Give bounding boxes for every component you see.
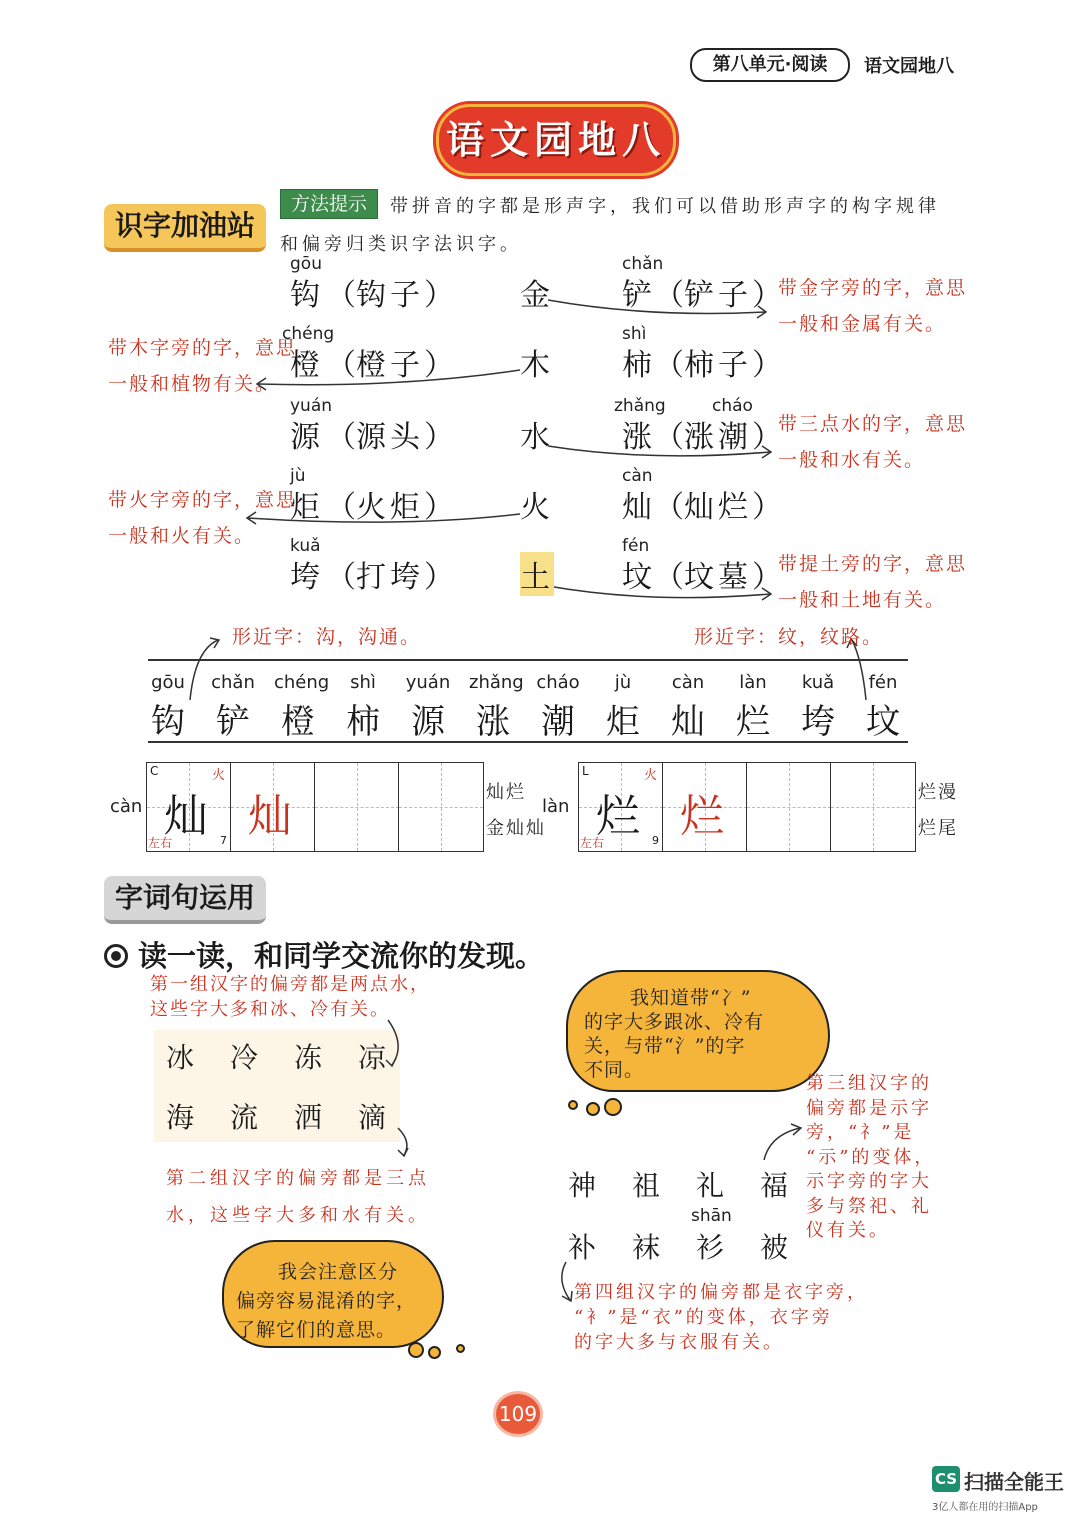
note-shui-line: 一般和水有关。 — [778, 449, 926, 471]
row-left-word: 火炬 — [356, 490, 424, 525]
row-right-paren: （ — [654, 490, 688, 525]
row-left-paren: ） — [424, 348, 458, 383]
writing-strokes: 9 — [652, 834, 659, 847]
section-label-text: 识字加油站 — [114, 209, 255, 242]
row-left-paren: （ — [326, 560, 360, 595]
note-mu-line: 带木字旁的字，意思 — [108, 337, 298, 359]
strip-pinyin: zhǎng — [469, 672, 524, 693]
tip-text-line2: 和偏旁归类识字法识字。 — [280, 234, 522, 255]
bubble-1-dot — [604, 1098, 622, 1116]
bubble-1-line: 我知道带“冫” — [630, 987, 752, 1009]
row-right-paren: （ — [654, 420, 688, 455]
note-shui-line: 带三点水的字，意思 — [778, 413, 968, 435]
group-b-char: 袜 — [632, 1231, 661, 1264]
group-a-char: 滴 — [358, 1101, 387, 1134]
strip-pinyin: làn — [739, 672, 767, 693]
note-group2-line: 第二组汉字的偏旁都是三点 — [166, 1168, 430, 1189]
note-group1-line: 这些字大多和冰、冷有关。 — [150, 999, 390, 1020]
writing-strokes: 7 — [220, 834, 227, 847]
row-left-char: 橙 — [290, 348, 324, 383]
note-group3-line: 旁，“礻”是 — [806, 1122, 915, 1143]
instruction-text: 读一读，和同学交流你的发现。 — [138, 939, 545, 973]
strip-pinyin: fén — [868, 672, 898, 693]
writing-pinyin: làn — [542, 796, 570, 817]
page-number: 109 — [496, 1394, 540, 1434]
section-label-text: 字词句运用 — [114, 881, 255, 914]
writing-word: 烂漫 — [918, 782, 958, 803]
writing-struct: 左右 — [580, 836, 605, 850]
row-right-pinyin: shì — [622, 324, 647, 344]
row-left-word: 钩子 — [356, 278, 424, 313]
note-group1-line: 第一组汉字的偏旁都是两点水， — [150, 974, 430, 995]
row-right-word: 灿烂 — [684, 490, 752, 525]
row-left-pinyin: gōu — [290, 254, 322, 274]
writing-radical: 火 — [212, 768, 226, 783]
section-header: 语文园地八 — [864, 56, 954, 77]
row-left-char: 炬 — [290, 490, 324, 525]
writing-char-trace: 烂 — [680, 791, 724, 842]
row-right-pinyin: chǎn — [622, 254, 664, 274]
bubble-2-line: 了解它们的意思。 — [236, 1319, 397, 1341]
group-b-char: 衫 — [696, 1231, 725, 1264]
strip-char: 垮 — [801, 702, 835, 742]
row-right-char: 涨 — [622, 420, 656, 455]
note-jin-line: 一般和金属有关。 — [778, 313, 947, 335]
strip-pinyin: cháo — [536, 672, 580, 693]
row-right-word: 涨潮 — [684, 420, 752, 455]
strip-char: 灿 — [671, 702, 705, 742]
row-left-pinyin: chéng — [282, 324, 335, 344]
note-group3-line: 第三组汉字的 — [806, 1073, 932, 1094]
note-similar-right: 形近字：纹，纹路。 — [694, 626, 884, 648]
writing-char-model: 烂 — [596, 791, 640, 842]
row-left-paren: （ — [326, 278, 360, 313]
strip-char: 钩 — [151, 702, 185, 742]
row-right-word: 铲子 — [684, 278, 752, 313]
strip-pinyin: gōu — [151, 672, 185, 693]
row-left-pinyin: kuǎ — [290, 536, 321, 556]
note-huo-line: 一般和火有关。 — [108, 525, 256, 547]
strip-char: 潮 — [541, 702, 575, 742]
row-left-char: 垮 — [290, 560, 324, 595]
row-radical: 金 — [520, 278, 554, 313]
note-group4-line: 的字大多与衣服有关。 — [574, 1332, 784, 1353]
writing-letter: C — [150, 764, 159, 778]
row-right-pinyin: zhǎng — [614, 396, 666, 416]
row-right-char: 坟 — [622, 560, 656, 595]
row-right-paren: （ — [654, 278, 688, 313]
pinyin-shan: shān — [691, 1206, 732, 1226]
writing-letter: L — [582, 764, 589, 778]
row-right-paren: （ — [654, 348, 688, 383]
writing-char-trace: 灿 — [248, 791, 292, 842]
row-right-word: 柿子 — [684, 348, 752, 383]
note-group3 — [806, 1072, 935, 1244]
row-right-char: 灿 — [622, 490, 656, 525]
strip-pinyin: càn — [671, 672, 705, 693]
note-tu-line: 一般和土地有关。 — [778, 589, 947, 611]
group-a-char: 冻 — [294, 1041, 323, 1074]
note-group4-line: 第四组汉字的偏旁都是衣字旁， — [574, 1282, 868, 1303]
note-huo-line: 带火字旁的字，意思 — [108, 489, 298, 511]
bubble-2-line: 偏旁容易混淆的字， — [236, 1290, 417, 1312]
row-radical: 水 — [520, 420, 554, 455]
note-jin-line: 带金字旁的字，意思 — [778, 277, 968, 299]
unit-badge: 第八单元·阅读 — [690, 48, 850, 82]
row-right-pinyin: càn — [622, 466, 653, 486]
row-right-paren: ） — [752, 420, 786, 455]
row-left-char: 源 — [290, 420, 324, 455]
group-a-char: 冰 — [166, 1041, 195, 1074]
row-left-paren: （ — [326, 420, 360, 455]
bubble-2-text — [236, 1258, 416, 1345]
watermark-name: 扫描全能王 — [964, 1470, 1064, 1494]
note-group3-line: 仪有关。 — [806, 1220, 890, 1241]
strip-pinyin: chǎn — [211, 672, 255, 693]
strip-char: 坟 — [866, 702, 900, 742]
bubble-1-line: 的字大多跟冰、冷有 — [584, 1011, 765, 1033]
writing-word: 烂尾 — [918, 818, 958, 839]
strip-char: 柿 — [346, 702, 380, 742]
tip-text-line1: 带拼音的字都是形声字，我们可以借助形声字的构字规律 — [390, 196, 940, 217]
row-right-paren: ） — [752, 278, 786, 313]
bubble-1-line: 不同。 — [584, 1059, 645, 1081]
group-b-char: 礼 — [696, 1169, 725, 1202]
row-right-char: 柿 — [622, 348, 656, 383]
group-b-char: 祖 — [632, 1169, 661, 1202]
note-group3-line: 多与祭祀、礼 — [806, 1195, 932, 1217]
row-right-pinyin-2: cháo — [712, 396, 753, 416]
row-right-paren: ） — [752, 560, 786, 595]
note-group2-line: 水，这些字大多和水有关。 — [166, 1205, 430, 1226]
group-b-char: 被 — [760, 1231, 789, 1264]
row-left-word: 橙子 — [356, 348, 424, 383]
tip-tag: 方法提示 — [280, 189, 378, 219]
row-left-paren: ） — [424, 420, 458, 455]
group-a-char: 流 — [230, 1101, 259, 1134]
strip-char: 烂 — [736, 702, 770, 742]
bubble-2-dot — [456, 1344, 465, 1353]
writing-struct: 左右 — [148, 836, 173, 850]
writing-char-model: 灿 — [164, 791, 208, 842]
row-left-paren: ） — [424, 560, 458, 595]
strip-pinyin: shì — [350, 672, 376, 693]
group-b-char: 补 — [568, 1231, 597, 1264]
row-left-paren: （ — [326, 348, 360, 383]
note-group3-line: 偏旁都是示字 — [806, 1097, 932, 1119]
strip-char: 涨 — [476, 702, 510, 742]
row-radical: 土 — [520, 552, 554, 596]
strip-pinyin: kuǎ — [801, 672, 835, 693]
row-left-word: 源头 — [356, 420, 424, 455]
row-left-paren: ） — [424, 490, 458, 525]
group-a-char: 海 — [166, 1101, 195, 1134]
writing-radical: 火 — [644, 768, 658, 783]
row-left-char: 钩 — [290, 278, 324, 313]
group-b-char: 福 — [760, 1169, 789, 1202]
strip-pinyin: chéng — [274, 672, 330, 693]
note-mu-line: 一般和植物有关。 — [108, 373, 277, 395]
page-title: 语文园地八 — [445, 118, 666, 162]
row-right-paren: ） — [752, 490, 786, 525]
strip-char: 炬 — [606, 702, 640, 742]
row-left-paren: ） — [424, 278, 458, 313]
bubble-1-text — [584, 986, 764, 1082]
bubble-2-dot — [428, 1346, 441, 1359]
note-group3-line: 示字旁的字大 — [806, 1171, 932, 1192]
bubble-2-line: 我会注意区分 — [278, 1261, 399, 1283]
group-a-char: 凉 — [358, 1041, 387, 1074]
writing-pinyin: càn — [110, 796, 143, 817]
note-similar-left: 形近字：沟，沟通。 — [232, 626, 422, 648]
group-b-char: 神 — [568, 1169, 597, 1202]
strip-char: 铲 — [216, 702, 250, 742]
row-right-paren: ） — [752, 348, 786, 383]
note-group3-line: “示”的变体， — [806, 1146, 936, 1168]
watermark-badge: CS — [932, 1466, 960, 1492]
row-left-word: 打垮 — [356, 560, 424, 595]
group-a-char: 洒 — [294, 1101, 323, 1134]
strip-char: 源 — [411, 702, 445, 742]
bubble-1-dot — [568, 1100, 578, 1110]
writing-word: 灿烂 — [486, 782, 526, 803]
group-a-char: 冷 — [230, 1041, 259, 1074]
writing-word: 金灿灿 — [486, 818, 546, 839]
bubble-1-line: 关，与带“氵”的字 — [584, 1035, 746, 1057]
row-radical: 火 — [520, 490, 554, 525]
strip-pinyin: yuán — [405, 672, 451, 693]
note-group4 — [574, 1280, 868, 1355]
note-tu-line: 带提土旁的字，意思 — [778, 553, 968, 575]
row-left-paren: （ — [326, 490, 360, 525]
watermark-sub: 3亿人都在用的扫描App — [932, 1502, 1038, 1513]
row-radical: 木 — [520, 348, 554, 383]
note-group2 — [166, 1160, 430, 1234]
row-left-pinyin: yuán — [290, 396, 333, 416]
strip-pinyin: jù — [614, 672, 632, 693]
row-left-pinyin: jù — [290, 466, 306, 486]
row-right-word: 坟墓 — [684, 560, 752, 595]
row-right-char: 铲 — [622, 278, 656, 313]
row-right-pinyin: fén — [622, 536, 650, 556]
strip-char: 橙 — [281, 702, 315, 742]
bubble-1-dot — [586, 1102, 600, 1116]
note-group4-line: “衤”是“衣”的变体，衣字旁 — [574, 1307, 833, 1328]
row-right-paren: （ — [654, 560, 688, 595]
